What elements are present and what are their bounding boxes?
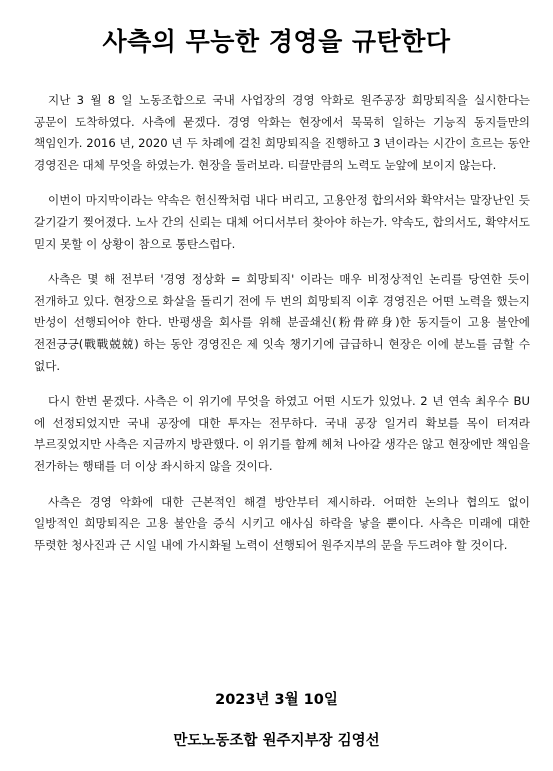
body-paragraph-1: 지난 3 월 8 일 노동조합으로 국내 사업장의 경영 악화로 원주공장 희망퇴직을 실시한다는 공문이 도착하였다. 사측에 묻겠다. 경영 악화는 현장에서 묵묵히 일하는 기능직 동지들만의 책임인가. 2016 년, 2020 년 두 차례에 걸친 희망퇴직을 진행하고 3 년이라는 시간이 흐르는 동안 경영진은 대체 무엇을 하였는가. 현장을 둘러보라. 티끌만큼의 노력도 눈앞에 보이지 않는다.: [34, 93, 530, 172]
body-paragraph-4: 다시 한번 묻겠다. 사측은 이 위기에 무엇을 하였고 어떤 시도가 있었나. 2 년 연속 최우수 BU 에 선정되었지만 국내 공장에 대한 투자는 전무하다. 국내 공장 일거리 확보를 목이 터져라 부르짖었지만 사측은 지금까지 방관했다. 이 위기를 함께 헤쳐 나아갈 생각은 않고 현장에만 책임을 전가하는 행태를 더 이상 좌시하지 않을 것이다.: [34, 394, 530, 473]
statement-body: [34, 90, 530, 570]
document-title: 사측의 무능한 경영을 규탄한다: [102, 27, 451, 56]
body-paragraph-2: 이번이 마지막이라는 약속은 헌신짝처럼 내다 버리고, 고용안정 합의서와 확약서는 말장난인 듯 갈기갈기 찢어졌다. 노사 간의 신뢰는 대체 어디서부터 찾아야 하는가. 약속도, 합의서도, 확약서도 믿지 못할 이 상황이 참으로 통탄스럽다.: [34, 193, 530, 251]
body-paragraph-3: 사측은 몇 해 전부터 '경영 정상화 = 희망퇴직' 이라는 매우 비정상적인 논리를 당연한 듯이 전개하고 있다. 현장으로 화살을 돌리기 전에 두 번의 희망퇴직 이후 경영진은 어떤 노력을 했는지 반성이 선행되어야 한다. 반평생을 회사를 위해 분골쇄신(粉骨碎身)한 동지들이 고용 불안에 전전긍긍(戰戰兢兢) 하는 동안 경영진은 제 잇속 챙기기에 급급하니 현장은 이에 분노를 금할 수 없다.: [34, 272, 530, 373]
body-paragraph-5: 사측은 경영 악화에 대한 근본적인 해결 방안부터 제시하라. 어떠한 논의나 협의도 없이 일방적인 희망퇴직은 고용 불안을 증식 시키고 애사심 하락을 낳을 뿐이다. 사측은 미래에 대한 뚜렷한 청사진과 근 시일 내에 가시화될 노력이 선행되어 원주지부의 문을 두드려야 할 것이다.: [34, 494, 530, 552]
signature-line: 만도노동조합 원주지부장 김영선: [173, 733, 380, 749]
document-date: 2023년 3월 10일: [215, 692, 338, 708]
